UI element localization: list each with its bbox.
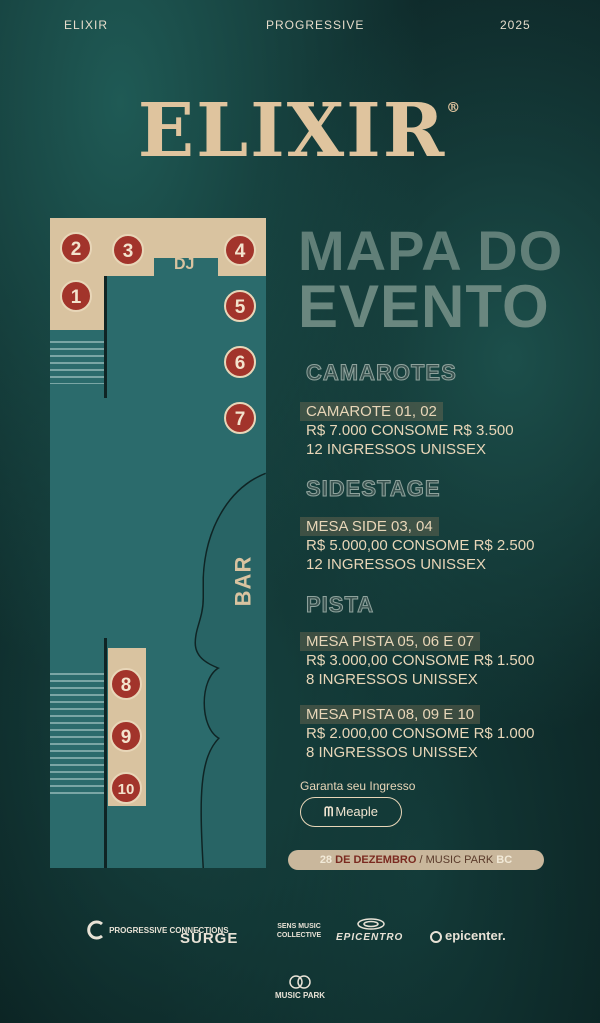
section-sidestage: SIDESTAGE — [306, 476, 441, 501]
stairs-top — [50, 336, 104, 384]
header-left: ELIXIR — [64, 18, 109, 32]
sponsor-progressive: PROGRESSIVE CONNECTIONS — [86, 920, 179, 940]
date-day: 28 — [319, 854, 333, 866]
sponsor-surge: SÜRGE — [180, 930, 239, 947]
meaple-button-label: Meaple — [335, 804, 379, 819]
title-line2: EVENTO — [298, 273, 550, 340]
marker-3[interactable]: 3 — [112, 234, 144, 266]
marker-7[interactable]: 7 — [224, 402, 256, 434]
marker-1[interactable]: 1 — [60, 280, 92, 312]
bar-label: BAR — [230, 555, 256, 607]
logo-text: ELIXIR — [137, 88, 447, 174]
marker-2[interactable]: 2 — [60, 232, 92, 264]
dj-label: DJ — [174, 256, 195, 273]
stairs-bottom — [50, 668, 104, 798]
wall-left-top — [104, 276, 107, 398]
date-venue-suffix: BC — [496, 854, 513, 866]
top-bar — [0, 18, 600, 38]
meaple-m-icon: ᗰ — [323, 804, 334, 819]
pista-price-1: R$ 3.000,00 CONSOME R$ 1.500 — [306, 652, 535, 669]
pista-head-1: MESA PISTA 05, 06 E 07 — [300, 632, 480, 651]
bar-outline — [190, 468, 266, 868]
header-center: PROGRESSIVE — [266, 18, 365, 32]
sponsor-epicentro: EPICENTRO — [336, 932, 404, 943]
musicpark-logo: MUSIC PARK — [270, 975, 330, 1000]
header-right: 2025 — [500, 18, 531, 32]
meaple-button[interactable] — [300, 797, 402, 827]
venue-map — [50, 218, 266, 868]
date-venue-pill — [288, 850, 544, 870]
sponsor-row — [0, 918, 600, 958]
sponsor-sens: SENS MUSIC COLLECTIVE — [276, 923, 322, 939]
marker-5[interactable]: 5 — [224, 290, 256, 322]
title-line1: MAPA DO — [298, 219, 564, 282]
marker-6[interactable]: 6 — [224, 346, 256, 378]
camarote-price: R$ 7.000 CONSOME R$ 3.500 — [306, 422, 514, 439]
sponsor-epicenter: epicenter. — [430, 928, 506, 943]
marker-10[interactable]: 10 — [110, 772, 142, 804]
pista-tickets-1: 8 INGRESSOS UNISSEX — [306, 671, 478, 688]
progressive-logo-icon — [86, 920, 106, 940]
registered-mark: ® — [446, 100, 463, 116]
date-month: DE DEZEMBRO — [335, 854, 417, 866]
musicpark-logo-icon — [289, 975, 311, 989]
sidestage-price: R$ 5.000,00 CONSOME R$ 2.500 — [306, 537, 535, 554]
section-camarotes: CAMAROTES — [306, 360, 457, 385]
date-venue: MUSIC PARK — [425, 854, 494, 866]
sidestage-tickets: 12 INGRESSOS UNISSEX — [306, 556, 487, 573]
epicentro-logo-icon — [356, 918, 386, 933]
camarote-tickets: 12 INGRESSOS UNISSEX — [306, 441, 487, 458]
marker-8[interactable]: 8 — [110, 668, 142, 700]
pista-price-2: R$ 2.000,00 CONSOME R$ 1.000 — [306, 725, 535, 742]
camarote-head: CAMAROTE 01, 02 — [300, 402, 443, 421]
elixir-logo — [0, 88, 600, 174]
pista-head-2: MESA PISTA 08, 09 E 10 — [300, 705, 480, 724]
section-pista: PISTA — [306, 592, 375, 617]
date-sep: / — [419, 854, 423, 866]
marker-9[interactable]: 9 — [110, 720, 142, 752]
epicenter-logo-icon — [430, 931, 442, 943]
pista-tickets-2: 8 INGRESSOS UNISSEX — [306, 744, 478, 761]
sidestage-head: MESA SIDE 03, 04 — [300, 517, 439, 536]
cta-label: Garanta seu Ingresso — [300, 779, 416, 793]
marker-4[interactable]: 4 — [224, 234, 256, 266]
wall-left-bottom — [104, 638, 107, 868]
